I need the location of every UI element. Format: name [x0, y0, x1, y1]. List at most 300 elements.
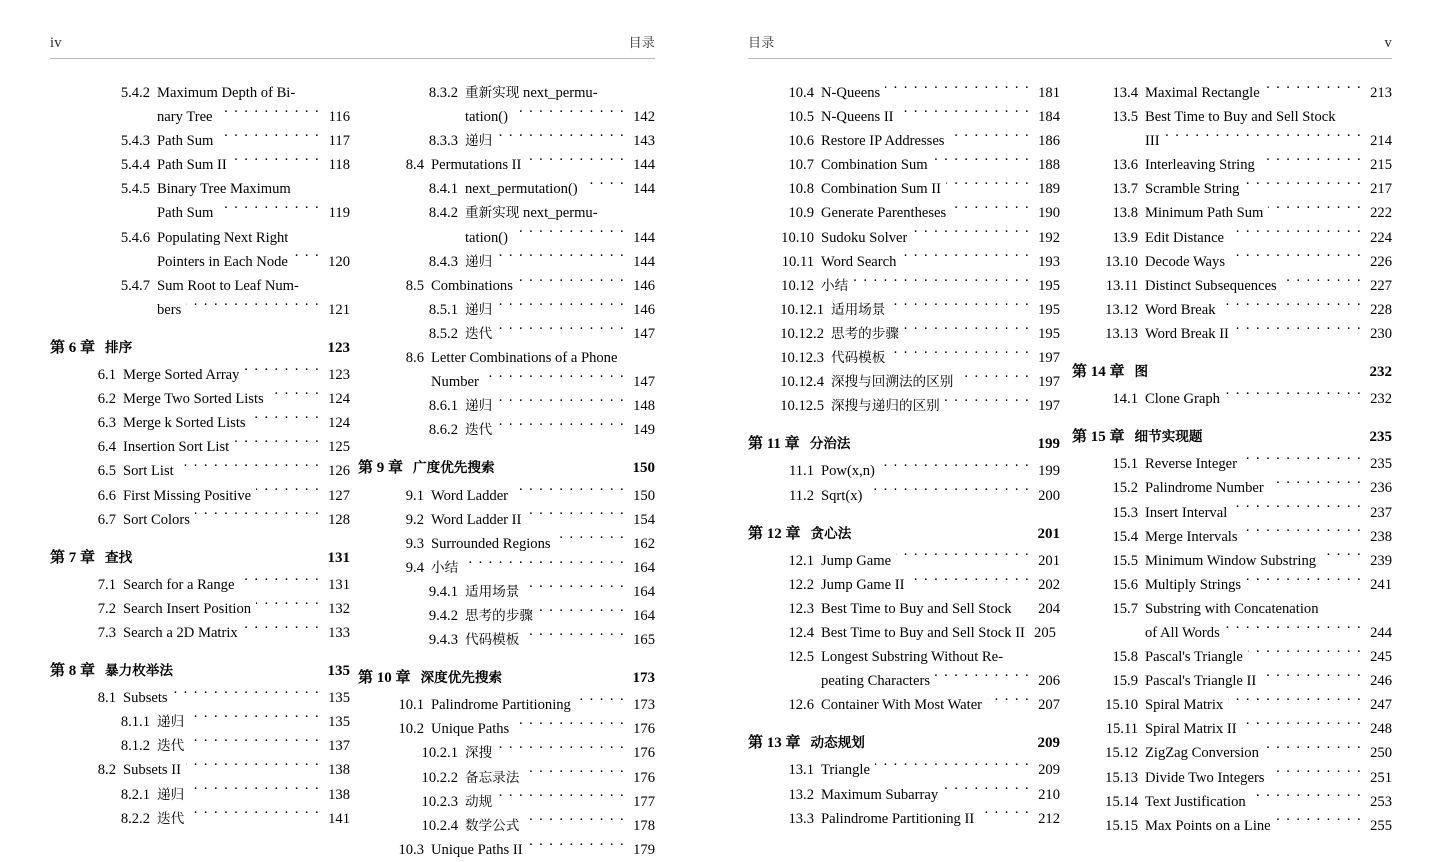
toc-chapter-row	[50, 546, 350, 570]
toc-entry-row	[50, 597, 350, 621]
toc-entry-number: 13.4	[1112, 85, 1138, 101]
toc-entry-number: 9.4.1	[428, 583, 458, 600]
toc-entry-title: Pascal's Triangle II	[1145, 673, 1257, 690]
toc-entry-title: 迭代	[157, 810, 185, 827]
toc-entry-row	[358, 322, 655, 346]
toc-entry-title: 递归	[465, 398, 493, 415]
toc-entry-continuation	[1072, 129, 1392, 153]
toc-entry-number: 8.4.2	[428, 205, 458, 222]
toc-entry-title: Longest Substring Without Re-	[821, 649, 1003, 666]
toc-entry-title: Container With Most Water	[821, 697, 983, 714]
toc-entry-number: 10.12.1	[780, 301, 824, 318]
toc-entry-row	[1072, 790, 1392, 814]
toc-leader-dots	[880, 461, 1030, 476]
toc-entry-title: 排序	[105, 339, 133, 356]
toc-chapter-row	[1072, 425, 1392, 449]
toc-entry-number: 13.5	[1112, 109, 1138, 126]
toc-entry-row	[748, 484, 1060, 508]
toc-entry-title: 重新实现 next_permu-	[465, 85, 598, 101]
toc-entry-title: Merge k Sorted Lists	[123, 415, 246, 432]
toc-entry-number: 14.1	[1112, 391, 1138, 408]
toc-entry-number: 10.2.2	[421, 769, 458, 786]
toc-page-number: 162	[633, 535, 655, 552]
toc-entry-number: 10.7	[788, 157, 814, 174]
toc-entry-row	[1072, 766, 1392, 790]
toc-entry-title: Sqrt(x)	[821, 487, 863, 504]
toc-page-number: 144	[633, 157, 655, 174]
toc-entry-number: 12.3	[788, 600, 814, 617]
toc-column-3	[748, 81, 1060, 838]
toc-entry-title: 细节实现题	[1134, 429, 1203, 446]
toc-chapter-row	[50, 336, 350, 360]
toc-entry-title: 思考的步骤	[465, 607, 533, 624]
toc-entry-row	[1072, 597, 1392, 621]
toc-page-number: 150	[632, 460, 655, 477]
toc-entry-row	[748, 758, 1060, 782]
toc-leader-dots	[583, 179, 625, 194]
toc-page-number: 239	[1370, 552, 1392, 569]
toc-entry-title: Number	[431, 374, 479, 391]
toc-entry-title: Max Points on a Line	[1145, 817, 1271, 834]
toc-page-number: 132	[328, 600, 350, 617]
toc-entry-number: 13.12	[1105, 301, 1138, 318]
toc-entry-number: 第 13 章	[748, 735, 801, 752]
toc-entry-row	[358, 201, 655, 225]
toc-entry-continuation	[748, 669, 1060, 693]
toc-entry-number: 10.10	[781, 229, 814, 246]
toc-entry-number: 15.15	[1105, 817, 1138, 834]
toc-entry-number: 5.4.7	[120, 277, 150, 294]
toc-columns-left	[50, 81, 655, 862]
toc-leader-dots	[901, 251, 1030, 266]
toc-leader-dots	[1251, 791, 1362, 806]
toc-entry-title: Best Time to Buy and Sell Stock II	[821, 624, 1025, 641]
toc-entry-title: N-Queens	[821, 85, 881, 101]
toc-leader-dots	[293, 251, 320, 266]
toc-entry-number: 10.3	[398, 841, 424, 858]
toc-page-number: 241	[1370, 576, 1392, 593]
toc-entry-title: 图	[1134, 364, 1149, 381]
toc-page-number: 137	[328, 738, 350, 755]
toc-entry-row	[748, 807, 1060, 831]
toc-entry-row	[358, 532, 655, 556]
toc-entry-title: Word Search	[821, 253, 897, 270]
toc-leader-dots	[1341, 107, 1362, 122]
toc-leader-dots	[1207, 426, 1362, 441]
toc-leader-dots	[855, 433, 1030, 448]
toc-entry-row	[358, 508, 655, 532]
toc-entry-number: 15.10	[1105, 697, 1138, 714]
toc-entry-title: Spiral Matrix II	[1145, 721, 1237, 738]
running-head-title-left: 目录	[628, 36, 655, 51]
toc-entry-title: Search for a Range	[123, 576, 235, 593]
toc-page-number: 238	[1370, 528, 1392, 545]
toc-entry-number: 6.4	[97, 439, 116, 456]
toc-entry-title: Sort Colors	[123, 511, 190, 528]
toc-page-number: 201	[1038, 552, 1060, 569]
toc-page-number: 188	[1038, 157, 1060, 174]
toc-entry-title: Spiral Matrix	[1145, 697, 1224, 714]
toc-entry-title: Combination Sum	[821, 157, 928, 174]
toc-leader-dots	[189, 712, 320, 727]
toc-entry-number: 9.1	[405, 487, 424, 504]
toc-entry-number: 10.11	[781, 253, 814, 270]
toc-page-number: 195	[1038, 277, 1060, 294]
toc-entry-title: nary Tree	[157, 109, 213, 126]
toc-entry-title: Combinations	[431, 277, 513, 294]
toc-entry-number: 5.4.4	[120, 157, 150, 174]
toc-entry-title: Word Break II	[1145, 325, 1229, 342]
toc-leader-dots	[1243, 526, 1362, 541]
toc-page-number: 173	[633, 697, 655, 714]
toc-page-number: 205	[1034, 624, 1056, 641]
toc-entry-row	[748, 693, 1060, 717]
toc-entry-row	[1072, 645, 1392, 669]
toc-entry-title: 递归	[465, 133, 493, 150]
toc-page-number: 201	[1037, 525, 1060, 542]
toc-leader-dots	[513, 107, 625, 122]
toc-page-number: 164	[633, 607, 655, 624]
toc-entry-row	[1072, 573, 1392, 597]
toc-leader-dots	[179, 461, 320, 476]
toc-entry-continuation	[50, 105, 350, 129]
toc-entry-title: 分治法	[809, 436, 851, 453]
toc-page-number: 135	[328, 690, 350, 707]
toc-page-number: 228	[1370, 301, 1392, 318]
toc-entry-number: 13.8	[1112, 205, 1138, 222]
toc-page-number: 141	[328, 810, 350, 827]
toc-entry-number: 10.5	[788, 109, 814, 126]
toc-leader-dots	[497, 131, 625, 146]
toc-entry-number: 5.4.5	[120, 181, 150, 198]
toc-entry-title: 动态规划	[810, 735, 865, 752]
toc-entry-title: Sudoku Solver	[821, 229, 908, 246]
toc-entry-title: Search a 2D Matrix	[123, 624, 238, 641]
toc-leader-dots	[538, 605, 625, 620]
toc-entry-row	[358, 153, 655, 177]
toc-leader-dots	[1017, 598, 1030, 613]
toc-entry-number: 9.2	[405, 511, 424, 528]
toc-page-number: 236	[1370, 480, 1392, 497]
toc-leader-dots	[300, 82, 320, 97]
toc-entry-title: Subsets II	[123, 762, 181, 779]
toc-entry-row	[358, 556, 655, 580]
toc-leader-dots	[1269, 478, 1362, 493]
toc-page-number: 186	[1038, 133, 1060, 150]
toc-entry-row	[50, 387, 350, 411]
toc-entry-title: 深搜与递归的区别	[831, 398, 940, 415]
toc-leader-dots	[293, 227, 320, 242]
toc-leader-dots	[189, 736, 320, 751]
toc-entry-number: 12.4	[788, 624, 814, 641]
toc-page-number: 144	[633, 253, 655, 270]
toc-page-number: 206	[1038, 673, 1060, 690]
toc-leader-dots	[1321, 550, 1362, 565]
toc-page-number: 164	[633, 559, 655, 576]
toc-entry-continuation	[1072, 621, 1392, 645]
toc-leader-dots	[137, 337, 320, 352]
toc-entry-row	[1072, 501, 1392, 525]
toc-entry-row	[50, 758, 350, 782]
toc-entry-number: 8.5.2	[428, 325, 458, 342]
toc-entry-row	[358, 394, 655, 418]
toc-page-number: 197	[1038, 374, 1060, 391]
toc-page-number: 217	[1370, 181, 1392, 198]
toc-leader-dots	[890, 299, 1030, 314]
toc-entry-row	[50, 274, 350, 298]
toc-entry-title: 递归	[465, 301, 493, 318]
toc-leader-dots	[1264, 743, 1362, 758]
toc-entry-number: 第 15 章	[1072, 429, 1125, 446]
toc-page-number: 118	[328, 157, 350, 174]
toc-entry-title: Insertion Sort List	[123, 439, 230, 456]
toc-entry-title: 深度优先搜索	[420, 670, 503, 687]
toc-entry-row	[1072, 274, 1392, 298]
toc-entry-title: 暴力枚举法	[105, 663, 173, 680]
toc-entry-title: Pow(x,n)	[821, 463, 875, 480]
toc-leader-dots	[904, 323, 1030, 338]
toc-leader-dots	[497, 299, 625, 314]
toc-entry-number: 10.12.3	[780, 350, 824, 367]
toc-entry-number: 7.1	[97, 576, 116, 593]
toc-entry-title: 深搜	[465, 745, 493, 762]
toc-leader-dots	[1242, 454, 1362, 469]
toc-entry-title: Maximum Subarray	[821, 786, 939, 803]
toc-leader-dots	[186, 760, 320, 775]
toc-page-number: 147	[633, 374, 655, 391]
toc-leader-dots	[189, 784, 320, 799]
toc-entry-title: Sort List	[123, 463, 174, 480]
toc-page-number: 144	[633, 229, 655, 246]
toc-page-number: 135	[328, 714, 350, 731]
toc-page-number: 184	[1038, 109, 1060, 126]
toc-leader-dots	[243, 622, 320, 637]
toc-entry-title: Palindrome Partitioning II	[821, 810, 975, 827]
toc-page-number: 138	[328, 762, 350, 779]
toc-leader-dots	[1282, 275, 1362, 290]
toc-entry-number: 8.2.1	[120, 786, 150, 803]
toc-entry-title: 小结	[431, 559, 459, 576]
toc-entry-row	[358, 81, 655, 105]
toc-page-number: 209	[1037, 735, 1060, 752]
toc-entry-title: 代码模板	[831, 350, 886, 367]
toc-entry-number: 10.8	[788, 181, 814, 198]
toc-leader-dots	[856, 523, 1030, 538]
toc-leader-dots	[484, 372, 625, 387]
toc-leader-dots	[1260, 155, 1362, 170]
toc-entry-title: Pascal's Triangle	[1145, 649, 1243, 666]
toc-entry-number: 12.5	[788, 649, 814, 666]
toc-leader-dots	[296, 179, 320, 194]
toc-entry-row	[748, 394, 1060, 418]
toc-leader-dots	[1261, 671, 1362, 686]
toc-entry-title: Populating Next Right	[157, 229, 289, 246]
toc-entry-number: 13.13	[1105, 325, 1138, 342]
toc-page-number: 207	[1038, 697, 1060, 714]
toc-leader-dots	[1025, 622, 1029, 637]
toc-entry-number: 10.2	[398, 721, 424, 738]
toc-entry-title: 代码模板	[465, 632, 520, 649]
toc-entry-row	[748, 597, 1060, 621]
toc-page-number: 247	[1370, 697, 1392, 714]
toc-entry-number: 7.3	[97, 624, 116, 641]
toc-entry-title: Jump Game II	[821, 576, 905, 593]
toc-leader-dots	[1225, 389, 1362, 404]
toc-leader-dots	[556, 533, 625, 548]
toc-page-number: 165	[633, 632, 655, 649]
toc-entry-row	[748, 783, 1060, 807]
toc-entry-number: 13.11	[1105, 277, 1138, 294]
toc-entry-row	[748, 226, 1060, 250]
toc-entry-row	[50, 153, 350, 177]
toc-entry-number: 8.2	[97, 762, 116, 779]
toc-entry-number: 8.1	[97, 690, 116, 707]
toc-entry-title: 深搜与回溯法的区别	[831, 374, 954, 391]
page-folio-right: v	[1384, 35, 1392, 51]
toc-entry-row	[50, 783, 350, 807]
toc-entry-number: 10.12.4	[780, 374, 824, 391]
toc-leader-dots	[218, 107, 320, 122]
toc-page-number: 176	[633, 721, 655, 738]
toc-entry-row	[1072, 250, 1392, 274]
toc-entry-title: bers	[157, 301, 182, 318]
running-head-left	[50, 32, 655, 59]
toc-entry-number: 第 6 章	[50, 339, 96, 356]
toc-entry-number: 6.7	[97, 511, 116, 528]
page-v	[700, 0, 1440, 837]
toc-chapter-row	[50, 659, 350, 683]
toc-entry-number: 10.2.4	[421, 817, 458, 834]
toc-leader-dots	[1268, 203, 1362, 218]
toc-entry-row	[1072, 322, 1392, 346]
toc-page-number: 248	[1370, 721, 1392, 738]
toc-entry-number: 8.6	[405, 350, 424, 367]
toc-entry-title: 迭代	[157, 738, 185, 755]
toc-leader-dots	[526, 509, 625, 524]
toc-entry-title: Reverse Integer	[1145, 456, 1237, 473]
toc-entry-title: 递归	[157, 786, 185, 803]
toc-page-number: 128	[328, 511, 350, 528]
toc-entry-row	[748, 573, 1060, 597]
toc-entry-number: 12.2	[788, 576, 814, 593]
toc-page-number: 148	[633, 398, 655, 415]
toc-entry-title: Search Insert Position	[123, 600, 252, 617]
toc-entry-title: Unique Paths	[431, 721, 510, 738]
page-folio-left: iv	[50, 35, 62, 51]
toc-entry-number: 15.13	[1105, 769, 1138, 786]
toc-entry-row	[50, 710, 350, 734]
toc-entry-title: 查找	[105, 549, 133, 566]
toc-leader-dots	[186, 299, 320, 314]
toc-leader-dots	[1276, 815, 1362, 830]
toc-page-number: 154	[633, 511, 655, 528]
toc-entry-number: 10.1	[398, 697, 424, 714]
toc-entry-title: III	[1145, 133, 1160, 150]
toc-leader-dots	[890, 347, 1030, 362]
toc-leader-dots	[178, 660, 320, 675]
toc-entry-title: Palindrome Partitioning	[431, 697, 571, 714]
toc-entry-title: Subsets	[123, 690, 168, 707]
toc-entry-title: 适用场景	[831, 301, 886, 318]
toc-entry-number: 第 14 章	[1072, 364, 1125, 381]
page-iv	[0, 0, 700, 858]
toc-page-number: 255	[1370, 817, 1392, 834]
running-head-right	[748, 32, 1392, 59]
toc-entry-row	[748, 370, 1060, 394]
toc-entry-number: 15.3	[1112, 504, 1138, 521]
toc-entry-row	[748, 645, 1060, 669]
toc-leader-dots	[218, 131, 320, 146]
toc-leader-dots	[576, 695, 625, 710]
toc-entry-row	[1072, 387, 1392, 411]
toc-entry-row	[358, 580, 655, 604]
toc-entry-number: 15.5	[1112, 552, 1138, 569]
toc-entry-title: 思考的步骤	[831, 325, 899, 342]
toc-entry-title: Binary Tree Maximum	[157, 181, 291, 198]
toc-page-number: 146	[633, 301, 655, 318]
toc-page-number: 199	[1038, 463, 1060, 480]
toc-page-number: 121	[328, 301, 350, 318]
toc-page-number: 213	[1370, 85, 1392, 101]
toc-entry-title: 重新实现 next_permu-	[465, 205, 598, 222]
toc-entry-row	[358, 250, 655, 274]
toc-entry-row	[358, 814, 655, 838]
toc-leader-dots	[885, 82, 1030, 97]
toc-entry-continuation	[358, 370, 655, 394]
toc-entry-number: 15.7	[1112, 600, 1138, 617]
toc-entry-row	[50, 573, 350, 597]
toc-entry-title: Interleaving String	[1145, 157, 1255, 174]
toc-entry-title: peating Characters	[821, 673, 930, 690]
toc-entry-title: Letter Combinations of a Phone	[431, 350, 618, 367]
toc-entry-title: Minimum Path Sum	[1145, 205, 1264, 222]
toc-entry-number: 15.2	[1112, 480, 1138, 497]
toc-entry-row	[358, 693, 655, 717]
toc-leader-dots	[875, 760, 1030, 775]
toc-entry-number: 8.5.1	[428, 301, 458, 318]
toc-entry-title: Unique Paths II	[431, 841, 523, 858]
toc-entry-number: 15.9	[1112, 673, 1138, 690]
toc-entry-number: 8.3.3	[428, 133, 458, 150]
toc-columns-right	[748, 81, 1392, 838]
toc-entry-row	[50, 129, 350, 153]
toc-page-number: 133	[328, 624, 350, 641]
toc-entry-number: 15.6	[1112, 576, 1138, 593]
toc-leader-dots	[513, 485, 625, 500]
toc-entry-title: 备忘录法	[465, 769, 520, 786]
toc-page-number: 235	[1370, 456, 1392, 473]
toc-page-number: 181	[1038, 85, 1060, 101]
toc-entry-row	[358, 628, 655, 652]
toc-entry-row	[1072, 476, 1392, 500]
toc-page-number: 227	[1370, 277, 1392, 294]
toc-page-number: 251	[1370, 769, 1392, 786]
toc-entry-continuation	[358, 226, 655, 250]
toc-entry-number: 8.4	[405, 157, 424, 174]
toc-leader-dots	[1228, 695, 1362, 710]
toc-leader-dots	[1324, 598, 1363, 613]
toc-entry-number: 15.1	[1112, 456, 1138, 473]
running-head-title-right: 目录	[748, 36, 775, 51]
toc-entry-number: 10.6	[788, 133, 814, 150]
toc-entry-title: Palindrome Number	[1145, 480, 1264, 497]
toc-page-number: 204	[1038, 600, 1060, 617]
toc-entry-number: 13.10	[1105, 253, 1138, 270]
toc-entry-title: Merge Intervals	[1145, 528, 1238, 545]
toc-leader-dots	[524, 767, 625, 782]
toc-entry-number: 6.3	[97, 415, 116, 432]
toc-entry-row	[748, 549, 1060, 573]
